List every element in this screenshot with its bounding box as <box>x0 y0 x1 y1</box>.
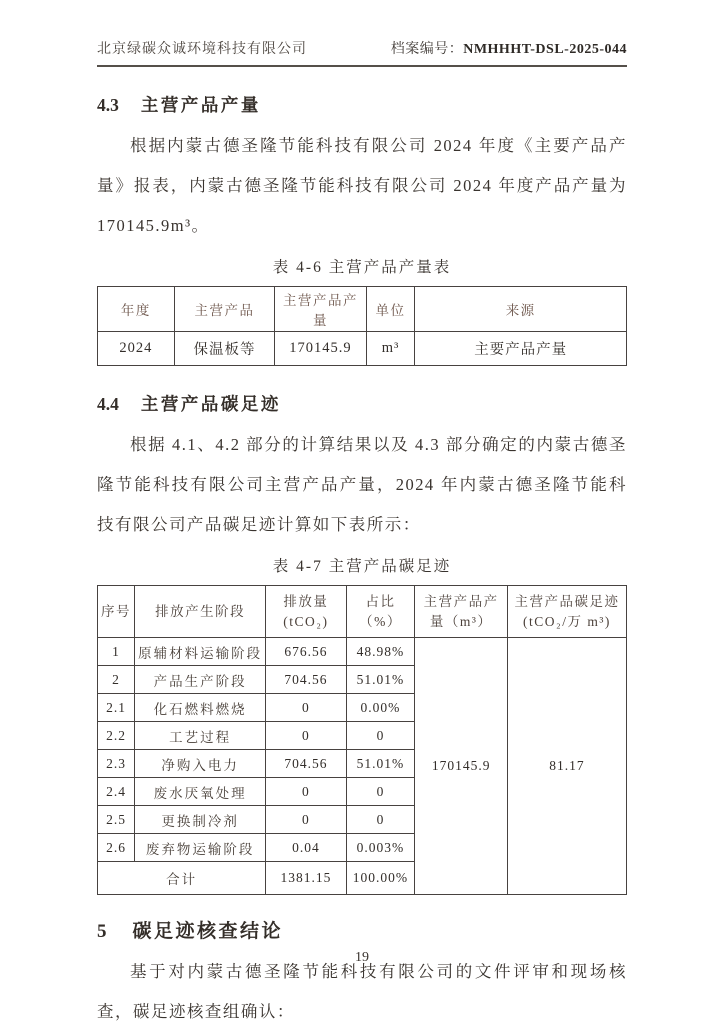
t47-cell-no: 2.1 <box>98 694 135 722</box>
table-row <box>98 638 627 666</box>
section-4-3-number: 4.3 <box>97 95 119 115</box>
t47-header-footprint-line2: (tCO₂/万 m³) <box>523 613 611 629</box>
section-5-number: 5 <box>97 921 107 942</box>
t47-total-label: 合计 <box>98 862 266 895</box>
t47-cell-stage: 废水厌氧处理 <box>135 778 266 806</box>
t47-cell-stage: 废弃物运输阶段 <box>135 834 266 862</box>
table-4-7-caption: 表 4-7 主营产品碳足迹 <box>272 558 452 575</box>
t47-header-emission-line2: (tCO₂) <box>283 613 329 629</box>
t47-cell-emission: 0 <box>266 778 346 806</box>
file-number-label: 档案编号： <box>390 42 464 57</box>
page-number: 19 <box>355 950 369 965</box>
section-4-4-title: 主营产品碳足迹 <box>140 394 281 414</box>
t47-cell-emission: 0 <box>266 806 346 834</box>
t47-cell-no: 2.5 <box>98 806 135 834</box>
t47-merged-output: 170145.9 <box>415 638 508 895</box>
section-4-3-paragraph: 根据内蒙古德圣隆节能科技有限公司 2024 年度《主要产品产量》报表，内蒙古德圣隆节能科技有限公司 2024 年度产品产量为 170145.9m³。 <box>97 136 627 235</box>
t47-cell-no: 2.2 <box>98 722 135 750</box>
t46-header-year: 年度 <box>98 287 175 332</box>
t47-cell-share: 0 <box>346 806 415 834</box>
section-4-3-heading <box>97 92 627 117</box>
t47-cell-share: 0 <box>346 778 415 806</box>
t47-cell-stage: 产品生产阶段 <box>135 666 266 694</box>
t47-cell-stage: 净购入电力 <box>135 750 266 778</box>
table-4-7-header-row <box>98 586 627 638</box>
table-4-7 <box>97 585 627 895</box>
t47-cell-no: 2.3 <box>98 750 135 778</box>
t46-cell-product: 保温板等 <box>174 332 275 366</box>
t47-cell-emission: 704.56 <box>266 666 346 694</box>
section-4-4-heading <box>97 391 627 416</box>
t47-cell-stage: 化石燃料燃烧 <box>135 694 266 722</box>
t47-header-footprint-line1: 主营产品碳足迹 <box>514 593 620 609</box>
document-header <box>97 38 627 67</box>
file-number <box>391 38 627 58</box>
t47-cell-stage: 工艺过程 <box>135 722 266 750</box>
t47-merged-footprint: 81.17 <box>507 638 626 895</box>
table-4-6 <box>97 286 627 366</box>
t46-cell-unit: m³ <box>366 332 415 366</box>
t47-cell-no: 2.4 <box>98 778 135 806</box>
t47-cell-stage: 原辅材料运输阶段 <box>135 638 266 666</box>
t46-cell-quantity: 170145.9 <box>275 332 367 366</box>
t47-cell-share: 48.98% <box>346 638 415 666</box>
section-4-3-title: 主营产品产量 <box>140 95 261 115</box>
section-5-heading <box>97 916 627 943</box>
company-name: 北京绿碳众诚环境科技有限公司 <box>97 42 307 57</box>
t47-header-emission <box>266 586 346 638</box>
t47-cell-emission: 704.56 <box>266 750 346 778</box>
table-4-6-caption: 表 4-6 主营产品产量表 <box>272 259 452 276</box>
t47-cell-share: 51.01% <box>346 750 415 778</box>
t47-cell-emission: 0 <box>266 694 346 722</box>
t47-cell-share: 0.003% <box>346 834 415 862</box>
t47-header-output-line1: 主营产品产 <box>423 593 499 609</box>
t47-cell-share: 0 <box>346 722 415 750</box>
t47-header-output-line2: 量（m³） <box>429 613 493 629</box>
t47-cell-no: 2.6 <box>98 834 135 862</box>
t47-total-emission: 1381.15 <box>266 862 346 895</box>
t47-total-share: 100.00% <box>346 862 415 895</box>
t46-header-unit: 单位 <box>366 287 415 332</box>
t47-header-share: 占比（%） <box>346 586 415 638</box>
t46-cell-year: 2024 <box>98 332 175 366</box>
t47-cell-share: 51.01% <box>346 666 415 694</box>
t46-header-quantity: 主营产品产量 <box>275 287 367 332</box>
t47-header-stage: 排放产生阶段 <box>135 586 266 638</box>
t47-header-output <box>415 586 508 638</box>
t46-header-source: 来源 <box>415 287 627 332</box>
t46-cell-source: 主要产品产量 <box>415 332 627 366</box>
t47-cell-stage: 更换制冷剂 <box>135 806 266 834</box>
t47-header-emission-line1: 排放量 <box>283 593 329 609</box>
t47-cell-no: 2 <box>98 666 135 694</box>
t47-cell-share: 0.00% <box>346 694 415 722</box>
section-4-4-number: 4.4 <box>97 394 119 414</box>
t47-header-no: 序号 <box>98 586 135 638</box>
section-4-4-paragraph: 根据 4.1、4.2 部分的计算结果以及 4.3 部分确定的内蒙古德圣隆节能科技有限公司主营产品产量，2024 年内蒙古德圣隆节能科技有限公司产品碳足迹计算如下表所示： <box>97 435 627 534</box>
t46-header-product: 主营产品 <box>174 287 275 332</box>
table-4-6-data-row <box>98 332 627 366</box>
t47-cell-emission: 0 <box>266 722 346 750</box>
t47-cell-no: 1 <box>98 638 135 666</box>
t47-header-footprint <box>507 586 626 638</box>
section-5-title: 碳足迹核查结论 <box>132 921 284 942</box>
section-5-paragraph: 基于对内蒙古德圣隆节能科技有限公司的文件评审和现场核查，碳足迹核查组确认： <box>97 962 627 1021</box>
t47-cell-emission: 0.04 <box>266 834 346 862</box>
file-number-value: NMHHHT-DSL-2025-044 <box>463 42 627 57</box>
table-4-6-header-row <box>98 287 627 332</box>
t47-cell-emission: 676.56 <box>266 638 346 666</box>
